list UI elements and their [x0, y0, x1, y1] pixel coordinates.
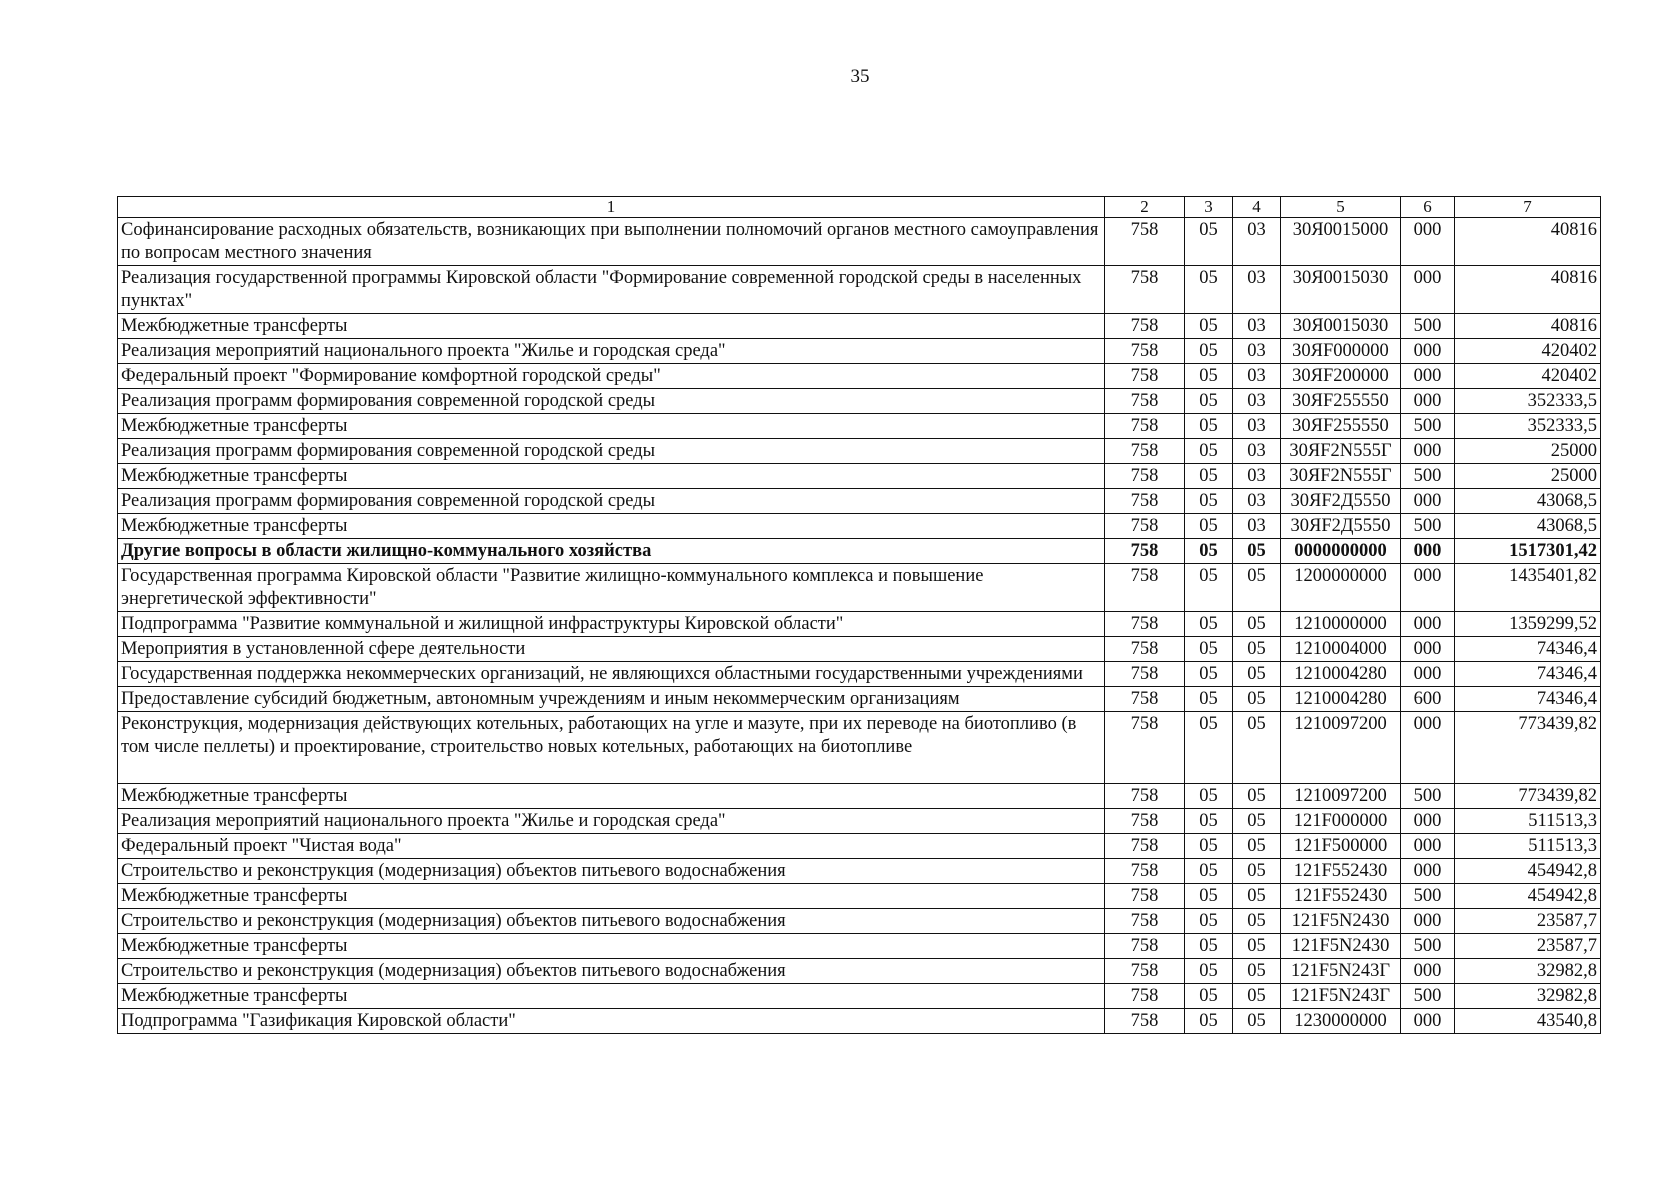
row-section-code: 05 [1185, 539, 1233, 564]
row-ministry-code: 758 [1105, 364, 1185, 389]
row-subsection-code: 03 [1233, 218, 1281, 266]
row-amount: 1359299,52 [1455, 612, 1601, 637]
row-subsection-code: 03 [1233, 266, 1281, 314]
header-col-7: 7 [1455, 197, 1601, 218]
row-target-code: 1210004280 [1281, 687, 1401, 712]
row-expense-type: 000 [1401, 662, 1455, 687]
row-expense-type: 000 [1401, 389, 1455, 414]
row-expense-type: 000 [1401, 266, 1455, 314]
row-ministry-code: 758 [1105, 712, 1185, 784]
row-subsection-code: 05 [1233, 884, 1281, 909]
row-ministry-code: 758 [1105, 859, 1185, 884]
row-description: Межбюджетные трансферты [118, 514, 1105, 539]
row-ministry-code: 758 [1105, 934, 1185, 959]
row-description: Государственная поддержка некоммерческих организаций, не являющихся областными государственными учреждениями [118, 662, 1105, 687]
row-amount: 74346,4 [1455, 637, 1601, 662]
table-row [118, 859, 1601, 884]
budget-table [117, 196, 1601, 1034]
row-description: Предоставление субсидий бюджетным, автономным учреждениям и иным некоммерческим организациям [118, 687, 1105, 712]
row-amount: 74346,4 [1455, 662, 1601, 687]
row-subsection-code: 03 [1233, 414, 1281, 439]
table-row [118, 314, 1601, 339]
row-target-code: 30ЯF2N555Г [1281, 464, 1401, 489]
row-amount: 32982,8 [1455, 959, 1601, 984]
row-section-code: 05 [1185, 314, 1233, 339]
row-subsection-code: 05 [1233, 687, 1281, 712]
table-row [118, 612, 1601, 637]
row-subsection-code: 05 [1233, 834, 1281, 859]
row-amount: 420402 [1455, 339, 1601, 364]
row-description: Государственная программа Кировской области "Развитие жилищно-коммунального комплекса и повышение энергетической эффективности" [118, 564, 1105, 612]
row-section-code: 05 [1185, 464, 1233, 489]
row-target-code: 1210004000 [1281, 637, 1401, 662]
table-row [118, 909, 1601, 934]
row-description: Софинансирование расходных обязательств, возникающих при выполнении полномочий органов местного самоуправления по вопросам местного значения [118, 218, 1105, 266]
row-amount: 25000 [1455, 464, 1601, 489]
row-description: Федеральный проект "Чистая вода" [118, 834, 1105, 859]
row-expense-type: 000 [1401, 539, 1455, 564]
table-row [118, 809, 1601, 834]
row-expense-type: 000 [1401, 339, 1455, 364]
row-section-code: 05 [1185, 662, 1233, 687]
row-description: Межбюджетные трансферты [118, 784, 1105, 809]
row-subsection-code: 05 [1233, 959, 1281, 984]
table-row [118, 564, 1601, 612]
row-expense-type: 500 [1401, 884, 1455, 909]
row-expense-type: 000 [1401, 909, 1455, 934]
table-row [118, 784, 1601, 809]
header-col-3: 3 [1185, 197, 1233, 218]
row-section-code: 05 [1185, 834, 1233, 859]
row-ministry-code: 758 [1105, 959, 1185, 984]
row-amount: 511513,3 [1455, 834, 1601, 859]
header-col-2: 2 [1105, 197, 1185, 218]
row-ministry-code: 758 [1105, 539, 1185, 564]
row-section-code: 05 [1185, 389, 1233, 414]
row-subsection-code: 03 [1233, 514, 1281, 539]
row-section-code: 05 [1185, 218, 1233, 266]
row-subsection-code: 03 [1233, 439, 1281, 464]
row-section-code: 05 [1185, 859, 1233, 884]
row-section-code: 05 [1185, 489, 1233, 514]
row-description: Межбюджетные трансферты [118, 984, 1105, 1009]
table-row [118, 514, 1601, 539]
row-expense-type: 000 [1401, 612, 1455, 637]
table-row [118, 414, 1601, 439]
row-description: Реализация мероприятий национального проекта "Жилье и городская среда" [118, 809, 1105, 834]
row-target-code: 30ЯF000000 [1281, 339, 1401, 364]
row-expense-type: 000 [1401, 809, 1455, 834]
row-subsection-code: 05 [1233, 859, 1281, 884]
row-ministry-code: 758 [1105, 637, 1185, 662]
row-section-code: 05 [1185, 984, 1233, 1009]
row-expense-type: 000 [1401, 564, 1455, 612]
row-description: Реализация программ формирования современной городской среды [118, 489, 1105, 514]
row-ministry-code: 758 [1105, 834, 1185, 859]
row-target-code: 30ЯF2N555Г [1281, 439, 1401, 464]
row-target-code: 0000000000 [1281, 539, 1401, 564]
page-number: 35 [850, 66, 870, 87]
table-row [118, 687, 1601, 712]
row-target-code: 121F5N243Г [1281, 959, 1401, 984]
row-ministry-code: 758 [1105, 1009, 1185, 1034]
row-ministry-code: 758 [1105, 564, 1185, 612]
row-description: Межбюджетные трансферты [118, 464, 1105, 489]
row-target-code: 1200000000 [1281, 564, 1401, 612]
row-ministry-code: 758 [1105, 784, 1185, 809]
row-target-code: 1210097200 [1281, 784, 1401, 809]
row-expense-type: 500 [1401, 314, 1455, 339]
row-target-code: 30Я0015030 [1281, 314, 1401, 339]
row-section-code: 05 [1185, 959, 1233, 984]
row-description: Подпрограмма "Газификация Кировской области" [118, 1009, 1105, 1034]
row-target-code: 121F552430 [1281, 884, 1401, 909]
row-description: Реконструкция, модернизация действующих котельных, работающих на угле и мазуте, при их переводе на биотопливо (в том числе пеллеты) и проектирование, строительство новых котельных, работающих на биотопливе [118, 712, 1105, 784]
row-description: Реализация мероприятий национального проекта "Жилье и городская среда" [118, 339, 1105, 364]
row-subsection-code: 03 [1233, 389, 1281, 414]
row-expense-type: 500 [1401, 414, 1455, 439]
row-target-code: 30Я0015000 [1281, 218, 1401, 266]
row-subsection-code: 05 [1233, 984, 1281, 1009]
row-ministry-code: 758 [1105, 884, 1185, 909]
row-ministry-code: 758 [1105, 687, 1185, 712]
row-description: Другие вопросы в области жилищно-коммунального хозяйства [118, 539, 1105, 564]
row-amount: 454942,8 [1455, 884, 1601, 909]
header-col-4: 4 [1233, 197, 1281, 218]
table-row [118, 834, 1601, 859]
row-description: Федеральный проект "Формирование комфортной городской среды" [118, 364, 1105, 389]
row-expense-type: 600 [1401, 687, 1455, 712]
row-amount: 23587,7 [1455, 934, 1601, 959]
row-subsection-code: 05 [1233, 934, 1281, 959]
table-row [118, 712, 1601, 784]
row-section-code: 05 [1185, 884, 1233, 909]
row-description: Реализация государственной программы Кировской области "Формирование современной городской среды в населенных пунктах" [118, 266, 1105, 314]
row-amount: 40816 [1455, 266, 1601, 314]
row-description: Реализация программ формирования современной городской среды [118, 389, 1105, 414]
table-row [118, 339, 1601, 364]
row-amount: 43540,8 [1455, 1009, 1601, 1034]
row-subsection-code: 05 [1233, 662, 1281, 687]
row-ministry-code: 758 [1105, 314, 1185, 339]
row-section-code: 05 [1185, 439, 1233, 464]
row-expense-type: 000 [1401, 712, 1455, 784]
row-ministry-code: 758 [1105, 414, 1185, 439]
row-ministry-code: 758 [1105, 662, 1185, 687]
row-target-code: 121F5N2430 [1281, 909, 1401, 934]
row-amount: 1517301,42 [1455, 539, 1601, 564]
row-expense-type: 000 [1401, 834, 1455, 859]
header-col-6: 6 [1401, 197, 1455, 218]
row-amount: 74346,4 [1455, 687, 1601, 712]
row-subsection-code: 05 [1233, 809, 1281, 834]
table-row [118, 662, 1601, 687]
table-row [118, 266, 1601, 314]
row-description: Строительство и реконструкция (модернизация) объектов питьевого водоснабжения [118, 959, 1105, 984]
row-amount: 352333,5 [1455, 389, 1601, 414]
table-row [118, 439, 1601, 464]
row-section-code: 05 [1185, 266, 1233, 314]
row-section-code: 05 [1185, 784, 1233, 809]
row-section-code: 05 [1185, 712, 1233, 784]
row-target-code: 1210000000 [1281, 612, 1401, 637]
row-target-code: 30ЯF200000 [1281, 364, 1401, 389]
row-target-code: 121F500000 [1281, 834, 1401, 859]
row-amount: 1435401,82 [1455, 564, 1601, 612]
row-subsection-code: 05 [1233, 712, 1281, 784]
row-target-code: 1230000000 [1281, 1009, 1401, 1034]
row-expense-type: 000 [1401, 439, 1455, 464]
row-amount: 773439,82 [1455, 712, 1601, 784]
row-section-code: 05 [1185, 687, 1233, 712]
table-row [118, 364, 1601, 389]
row-target-code: 30ЯF2Д5550 [1281, 514, 1401, 539]
row-ministry-code: 758 [1105, 612, 1185, 637]
row-ministry-code: 758 [1105, 489, 1185, 514]
row-description: Межбюджетные трансферты [118, 314, 1105, 339]
row-amount: 43068,5 [1455, 514, 1601, 539]
row-subsection-code: 03 [1233, 364, 1281, 389]
row-expense-type: 000 [1401, 859, 1455, 884]
row-amount: 511513,3 [1455, 809, 1601, 834]
row-target-code: 30ЯF2Д5550 [1281, 489, 1401, 514]
row-target-code: 121F5N2430 [1281, 934, 1401, 959]
row-subsection-code: 05 [1233, 637, 1281, 662]
row-ministry-code: 758 [1105, 389, 1185, 414]
row-ministry-code: 758 [1105, 809, 1185, 834]
row-subsection-code: 03 [1233, 489, 1281, 514]
row-expense-type: 000 [1401, 489, 1455, 514]
row-section-code: 05 [1185, 637, 1233, 662]
table-row [118, 218, 1601, 266]
row-amount: 773439,82 [1455, 784, 1601, 809]
row-description: Подпрограмма "Развитие коммунальной и жилищной инфраструктуры Кировской области" [118, 612, 1105, 637]
table-row [118, 539, 1601, 564]
row-section-code: 05 [1185, 364, 1233, 389]
row-subsection-code: 05 [1233, 564, 1281, 612]
row-section-code: 05 [1185, 809, 1233, 834]
row-amount: 454942,8 [1455, 859, 1601, 884]
table-row [118, 637, 1601, 662]
table-header-row [118, 197, 1601, 218]
table-row [118, 884, 1601, 909]
row-section-code: 05 [1185, 414, 1233, 439]
row-section-code: 05 [1185, 909, 1233, 934]
row-description: Реализация программ формирования современной городской среды [118, 439, 1105, 464]
row-amount: 32982,8 [1455, 984, 1601, 1009]
row-section-code: 05 [1185, 514, 1233, 539]
table-row [118, 959, 1601, 984]
row-subsection-code: 05 [1233, 539, 1281, 564]
row-expense-type: 500 [1401, 934, 1455, 959]
row-description: Строительство и реконструкция (модернизация) объектов питьевого водоснабжения [118, 859, 1105, 884]
table-row [118, 1009, 1601, 1034]
row-expense-type: 500 [1401, 514, 1455, 539]
row-expense-type: 000 [1401, 218, 1455, 266]
row-section-code: 05 [1185, 1009, 1233, 1034]
row-subsection-code: 05 [1233, 612, 1281, 637]
row-description: Межбюджетные трансферты [118, 414, 1105, 439]
row-subsection-code: 03 [1233, 464, 1281, 489]
row-ministry-code: 758 [1105, 464, 1185, 489]
row-description: Межбюджетные трансферты [118, 884, 1105, 909]
row-ministry-code: 758 [1105, 266, 1185, 314]
row-target-code: 121F552430 [1281, 859, 1401, 884]
row-subsection-code: 03 [1233, 339, 1281, 364]
row-amount: 23587,7 [1455, 909, 1601, 934]
row-subsection-code: 05 [1233, 1009, 1281, 1034]
row-section-code: 05 [1185, 934, 1233, 959]
row-amount: 40816 [1455, 218, 1601, 266]
row-section-code: 05 [1185, 612, 1233, 637]
row-ministry-code: 758 [1105, 218, 1185, 266]
row-ministry-code: 758 [1105, 339, 1185, 364]
table-row [118, 984, 1601, 1009]
row-target-code: 1210097200 [1281, 712, 1401, 784]
table-body [118, 218, 1601, 1034]
row-expense-type: 000 [1401, 637, 1455, 662]
row-subsection-code: 03 [1233, 314, 1281, 339]
row-amount: 25000 [1455, 439, 1601, 464]
row-expense-type: 500 [1401, 984, 1455, 1009]
row-section-code: 05 [1185, 339, 1233, 364]
row-ministry-code: 758 [1105, 984, 1185, 1009]
row-description: Мероприятия в установленной сфере деятельности [118, 637, 1105, 662]
row-amount: 40816 [1455, 314, 1601, 339]
table-row [118, 934, 1601, 959]
row-subsection-code: 05 [1233, 909, 1281, 934]
header-col-5: 5 [1281, 197, 1401, 218]
row-ministry-code: 758 [1105, 909, 1185, 934]
table-row [118, 464, 1601, 489]
row-section-code: 05 [1185, 564, 1233, 612]
row-target-code: 30ЯF255550 [1281, 389, 1401, 414]
row-ministry-code: 758 [1105, 439, 1185, 464]
row-expense-type: 000 [1401, 1009, 1455, 1034]
row-expense-type: 500 [1401, 464, 1455, 489]
row-amount: 352333,5 [1455, 414, 1601, 439]
row-amount: 420402 [1455, 364, 1601, 389]
row-target-code: 1210004280 [1281, 662, 1401, 687]
row-target-code: 30Я0015030 [1281, 266, 1401, 314]
row-expense-type: 000 [1401, 364, 1455, 389]
row-ministry-code: 758 [1105, 514, 1185, 539]
table-row [118, 489, 1601, 514]
row-description: Межбюджетные трансферты [118, 934, 1105, 959]
row-target-code: 121F5N243Г [1281, 984, 1401, 1009]
header-col-1: 1 [118, 197, 1105, 218]
row-subsection-code: 05 [1233, 784, 1281, 809]
row-description: Строительство и реконструкция (модернизация) объектов питьевого водоснабжения [118, 909, 1105, 934]
row-amount: 43068,5 [1455, 489, 1601, 514]
table-row [118, 389, 1601, 414]
row-expense-type: 000 [1401, 959, 1455, 984]
row-target-code: 121F000000 [1281, 809, 1401, 834]
row-target-code: 30ЯF255550 [1281, 414, 1401, 439]
row-expense-type: 500 [1401, 784, 1455, 809]
